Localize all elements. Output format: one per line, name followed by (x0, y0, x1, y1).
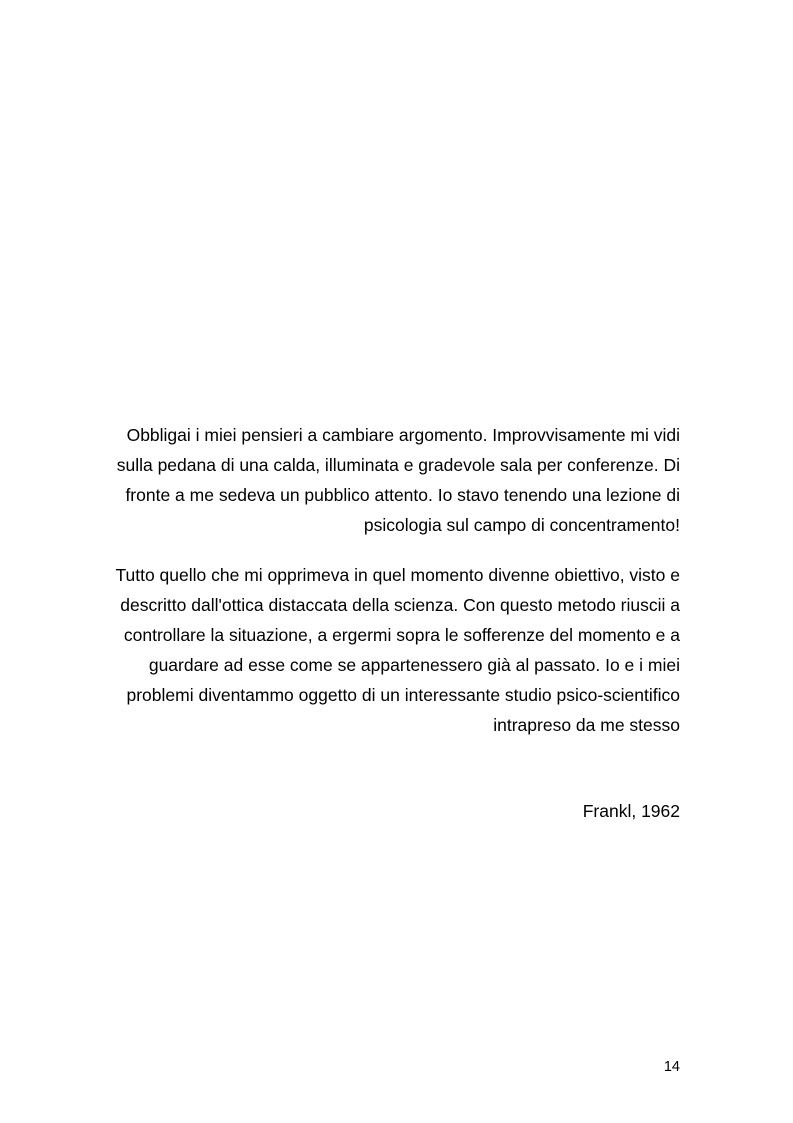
quote-paragraph-2 (112, 560, 680, 740)
quote-line: Tutto quello che mi opprimeva in quel momento divenne obiettivo, visto e (115, 565, 680, 585)
quote-line: controllare la situazione, a ergermi sopra le sofferenze del momento e a (123, 625, 680, 645)
quote-line: guardare ad esse come se appartenessero già al passato. Io e i miei (148, 655, 680, 675)
paragraph-spacer (112, 540, 680, 560)
quote-line: problemi diventammo oggetto di un interessante studio psico-scientifico (126, 685, 680, 705)
quote-line: psicologia sul campo di concentramento! (363, 515, 680, 535)
quote-line: descritto dall'ottica distaccata della scienza. Con questo metodo riuscii a (120, 595, 680, 615)
quote-line: fronte a me sedeva un pubblico attento. Io stavo tenendo una lezione di (125, 485, 680, 505)
quote-line: Obbligai i miei pensieri a cambiare argomento. Improvvisamente mi vidi (126, 425, 680, 445)
page-number: 14 (663, 1059, 680, 1075)
epigraph-quote (112, 420, 680, 740)
quote-line: intrapreso da me stesso (493, 715, 680, 735)
quote-attribution: Frankl, 1962 (582, 801, 680, 821)
quote-paragraph-1 (112, 420, 680, 540)
quote-line: sulla pedana di una calda, illuminata e gradevole sala per conferenze. Di (116, 455, 680, 475)
